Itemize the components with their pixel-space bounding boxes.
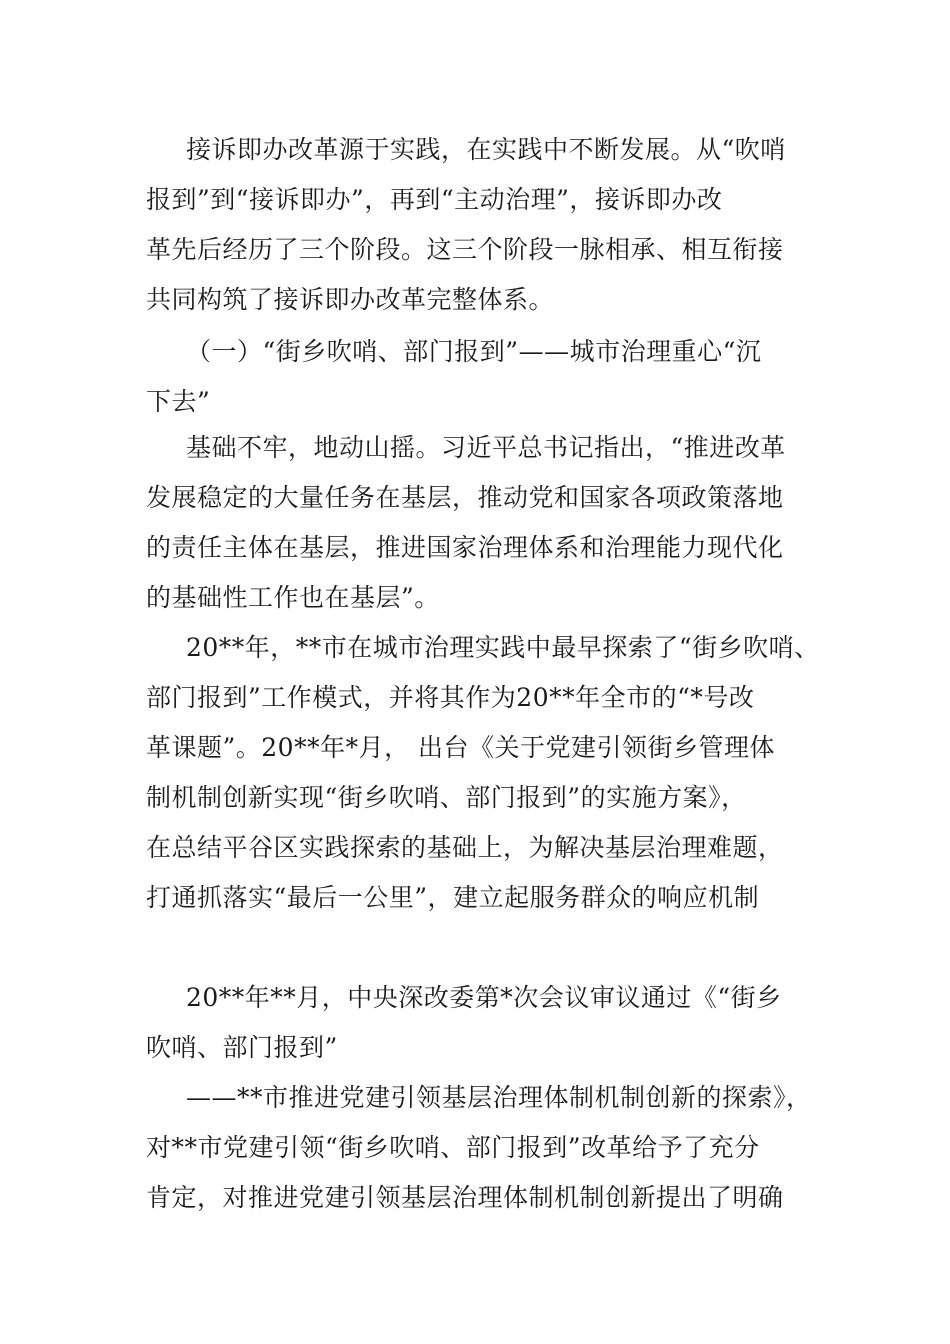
section-heading-line-1: （一）“街乡吹哨、部门报到”——城市治理重心“沉 xyxy=(186,337,762,366)
paragraph-3-line-4: 制机制创新实现“街乡吹哨、部门报到”的实施方案》， xyxy=(146,783,747,812)
paragraph-2-line-2: 发展稳定的大量任务在基层，推动党和国家各项政策落地 xyxy=(146,483,784,512)
paragraph-3-line-6: 打通抓落实“最后一公里”，建立起服务群众的响应机制 xyxy=(146,883,760,912)
paragraph-1-line-3: 革先后经历了三个阶段。这三个阶段一脉相承、相互衔接 xyxy=(146,235,784,264)
paragraph-1-line-1: 接诉即办改革源于实践，在实践中不断发展。从“吹哨 xyxy=(186,135,786,164)
paragraph-3-line-5: 在总结平谷区实践探索的基础上，为解决基层治理难题， xyxy=(146,833,784,862)
paragraph-1-line-2: 报到”到“接诉即办”，再到“主动治理”，接诉即办改 xyxy=(146,185,723,214)
paragraph-4-line-4: 对**市党建引领“街乡吹哨、部门报到”改革给予了充分 xyxy=(146,1133,760,1162)
paragraph-4-line-1: 20**年**月，中央深改委第*次会议审议通过《“街乡 xyxy=(186,983,782,1012)
paragraph-3-line-1: 20**年，**市在城市治理实践中最早探索了“街乡吹哨、 xyxy=(186,633,820,662)
paragraph-3-line-3: 革课题”。20**年*月， 出台《关于党建引领街乡管理体 xyxy=(146,733,776,762)
paragraph-2-line-1: 基础不牢，地动山摇。习近平总书记指出，“推进改革 xyxy=(186,433,786,462)
section-heading-line-2: 下去” xyxy=(146,387,211,416)
paragraph-4-line-2: 吹哨、部门报到” xyxy=(146,1033,338,1062)
paragraph-1-line-4: 共同构筑了接诉即办改革完整体系。 xyxy=(146,285,555,314)
paragraph-4-line-5: 肯定，对推进党建引领基层治理体制机制创新提出了明确 xyxy=(146,1183,784,1212)
paragraph-4-line-3: ——**市推进党建引领基层治理体制机制创新的探索》， xyxy=(186,1083,812,1112)
paragraph-2-line-4: 的基础性工作也在基层”。 xyxy=(146,583,440,612)
paragraph-2-line-3: 的责任主体在基层，推进国家治理体系和治理能力现代化 xyxy=(146,533,784,562)
paragraph-3-line-2: 部门报到”工作模式，并将其作为20**年全市的“*号改 xyxy=(146,683,755,712)
